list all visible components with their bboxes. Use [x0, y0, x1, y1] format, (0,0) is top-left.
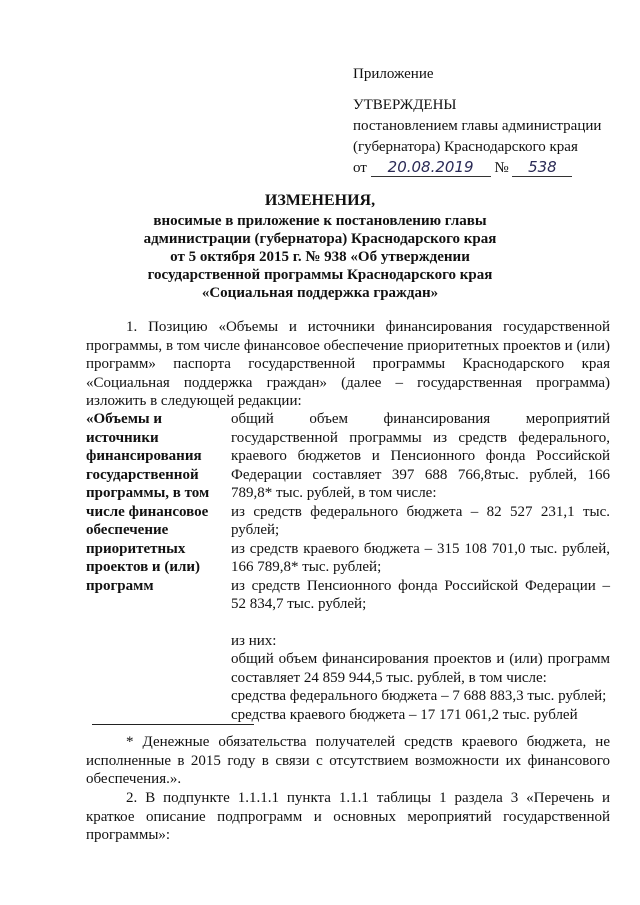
heading-line: государственной программы Краснодарского края	[147, 267, 493, 283]
paragraph-1	[86, 318, 610, 411]
heading-line: вносимые в приложение к постановлению главы	[153, 213, 487, 229]
approved-label: УТВЕРЖДЕНЫ	[353, 97, 457, 113]
content-line: из средств федерального бюджета – 82 527 231,1 тыс. рублей;	[231, 503, 610, 538]
date-number-line	[353, 158, 613, 179]
passport-position-table	[86, 410, 610, 724]
number-sign: №	[494, 160, 509, 176]
approval-line-1: постановлением главы администрации	[353, 118, 602, 134]
content-line: общий объем финансирования проектов и (или) программ составляет 24 859 944,5 тыс. рублей, в том числе:	[231, 651, 610, 686]
handwritten-date: 20.08.2019	[371, 159, 491, 177]
content-line: общий объем финансирования мероприятий государственной программы из средств федерального, краевого бюджетов и Пенсионного фонда Российской Федерации составляет 397 688 766,8тыс. рублей, 166 789,8* тыс. рублей, в том числе:	[231, 411, 610, 501]
footnote	[86, 733, 610, 789]
approval-block	[353, 64, 613, 179]
content-line: из средств краевого бюджета – 315 108 701,0 тыс. рублей, 166 789,8* тыс. рублей;	[231, 540, 610, 575]
handwritten-number: 538	[512, 159, 572, 177]
footnote-divider	[92, 724, 254, 725]
heading-line: от 5 октября 2015 г. № 938 «Об утверждении	[170, 249, 470, 265]
content-line: из них:	[231, 632, 277, 649]
heading-line: «Социальная поддержка граждан»	[201, 285, 439, 301]
heading-line: администрации (губернатора) Краснодарского края	[143, 231, 497, 247]
appendix-label: Приложение	[353, 66, 434, 82]
paragraph-2-text: 2. В подпункте 1.1.1.1 пункта 1.1.1 таблицы 1 раздела 3 «Перечень и краткое описание подпрограмм и основных мероприятий государственной программы»:	[86, 790, 610, 843]
document-heading	[90, 192, 550, 302]
position-label: «Объемы и источники финансирования государственной программы, в том числе финансовое обеспечение приоритетных проектов и (или) программ	[86, 411, 210, 594]
paragraph-2	[86, 789, 610, 845]
footnote-text: * Денежные обязательства получателей средств краевого бюджета, не исполненные в 2015 году в связи с отсутствием возможности их финансового обеспечения.».	[86, 734, 610, 787]
position-content	[227, 410, 610, 724]
content-line: средства краевого бюджета – 17 171 061,2 тыс. рублей	[231, 706, 578, 723]
content-spacer	[231, 614, 610, 632]
approval-line-2: (губернатора) Краснодарского края	[353, 139, 578, 155]
heading-title: ИЗМЕНЕНИЯ,	[264, 192, 376, 209]
content-line: из средств Пенсионного фонда Российской Федерации – 52 834,7 тыс. рублей;	[231, 577, 610, 612]
content-line: средства федерального бюджета – 7 688 883,3 тыс. рублей;	[231, 688, 607, 704]
from-label: от	[353, 160, 367, 176]
paragraph-1-text: 1. Позицию «Объемы и источники финансирования государственной программы, в том числе финансовое обеспечение приоритетных проектов и (или) программ» паспорта государственной программы Краснодарского края «Социальная поддержка граждан» (далее – государственная программа) изложить в следующей редакции:	[86, 319, 610, 409]
